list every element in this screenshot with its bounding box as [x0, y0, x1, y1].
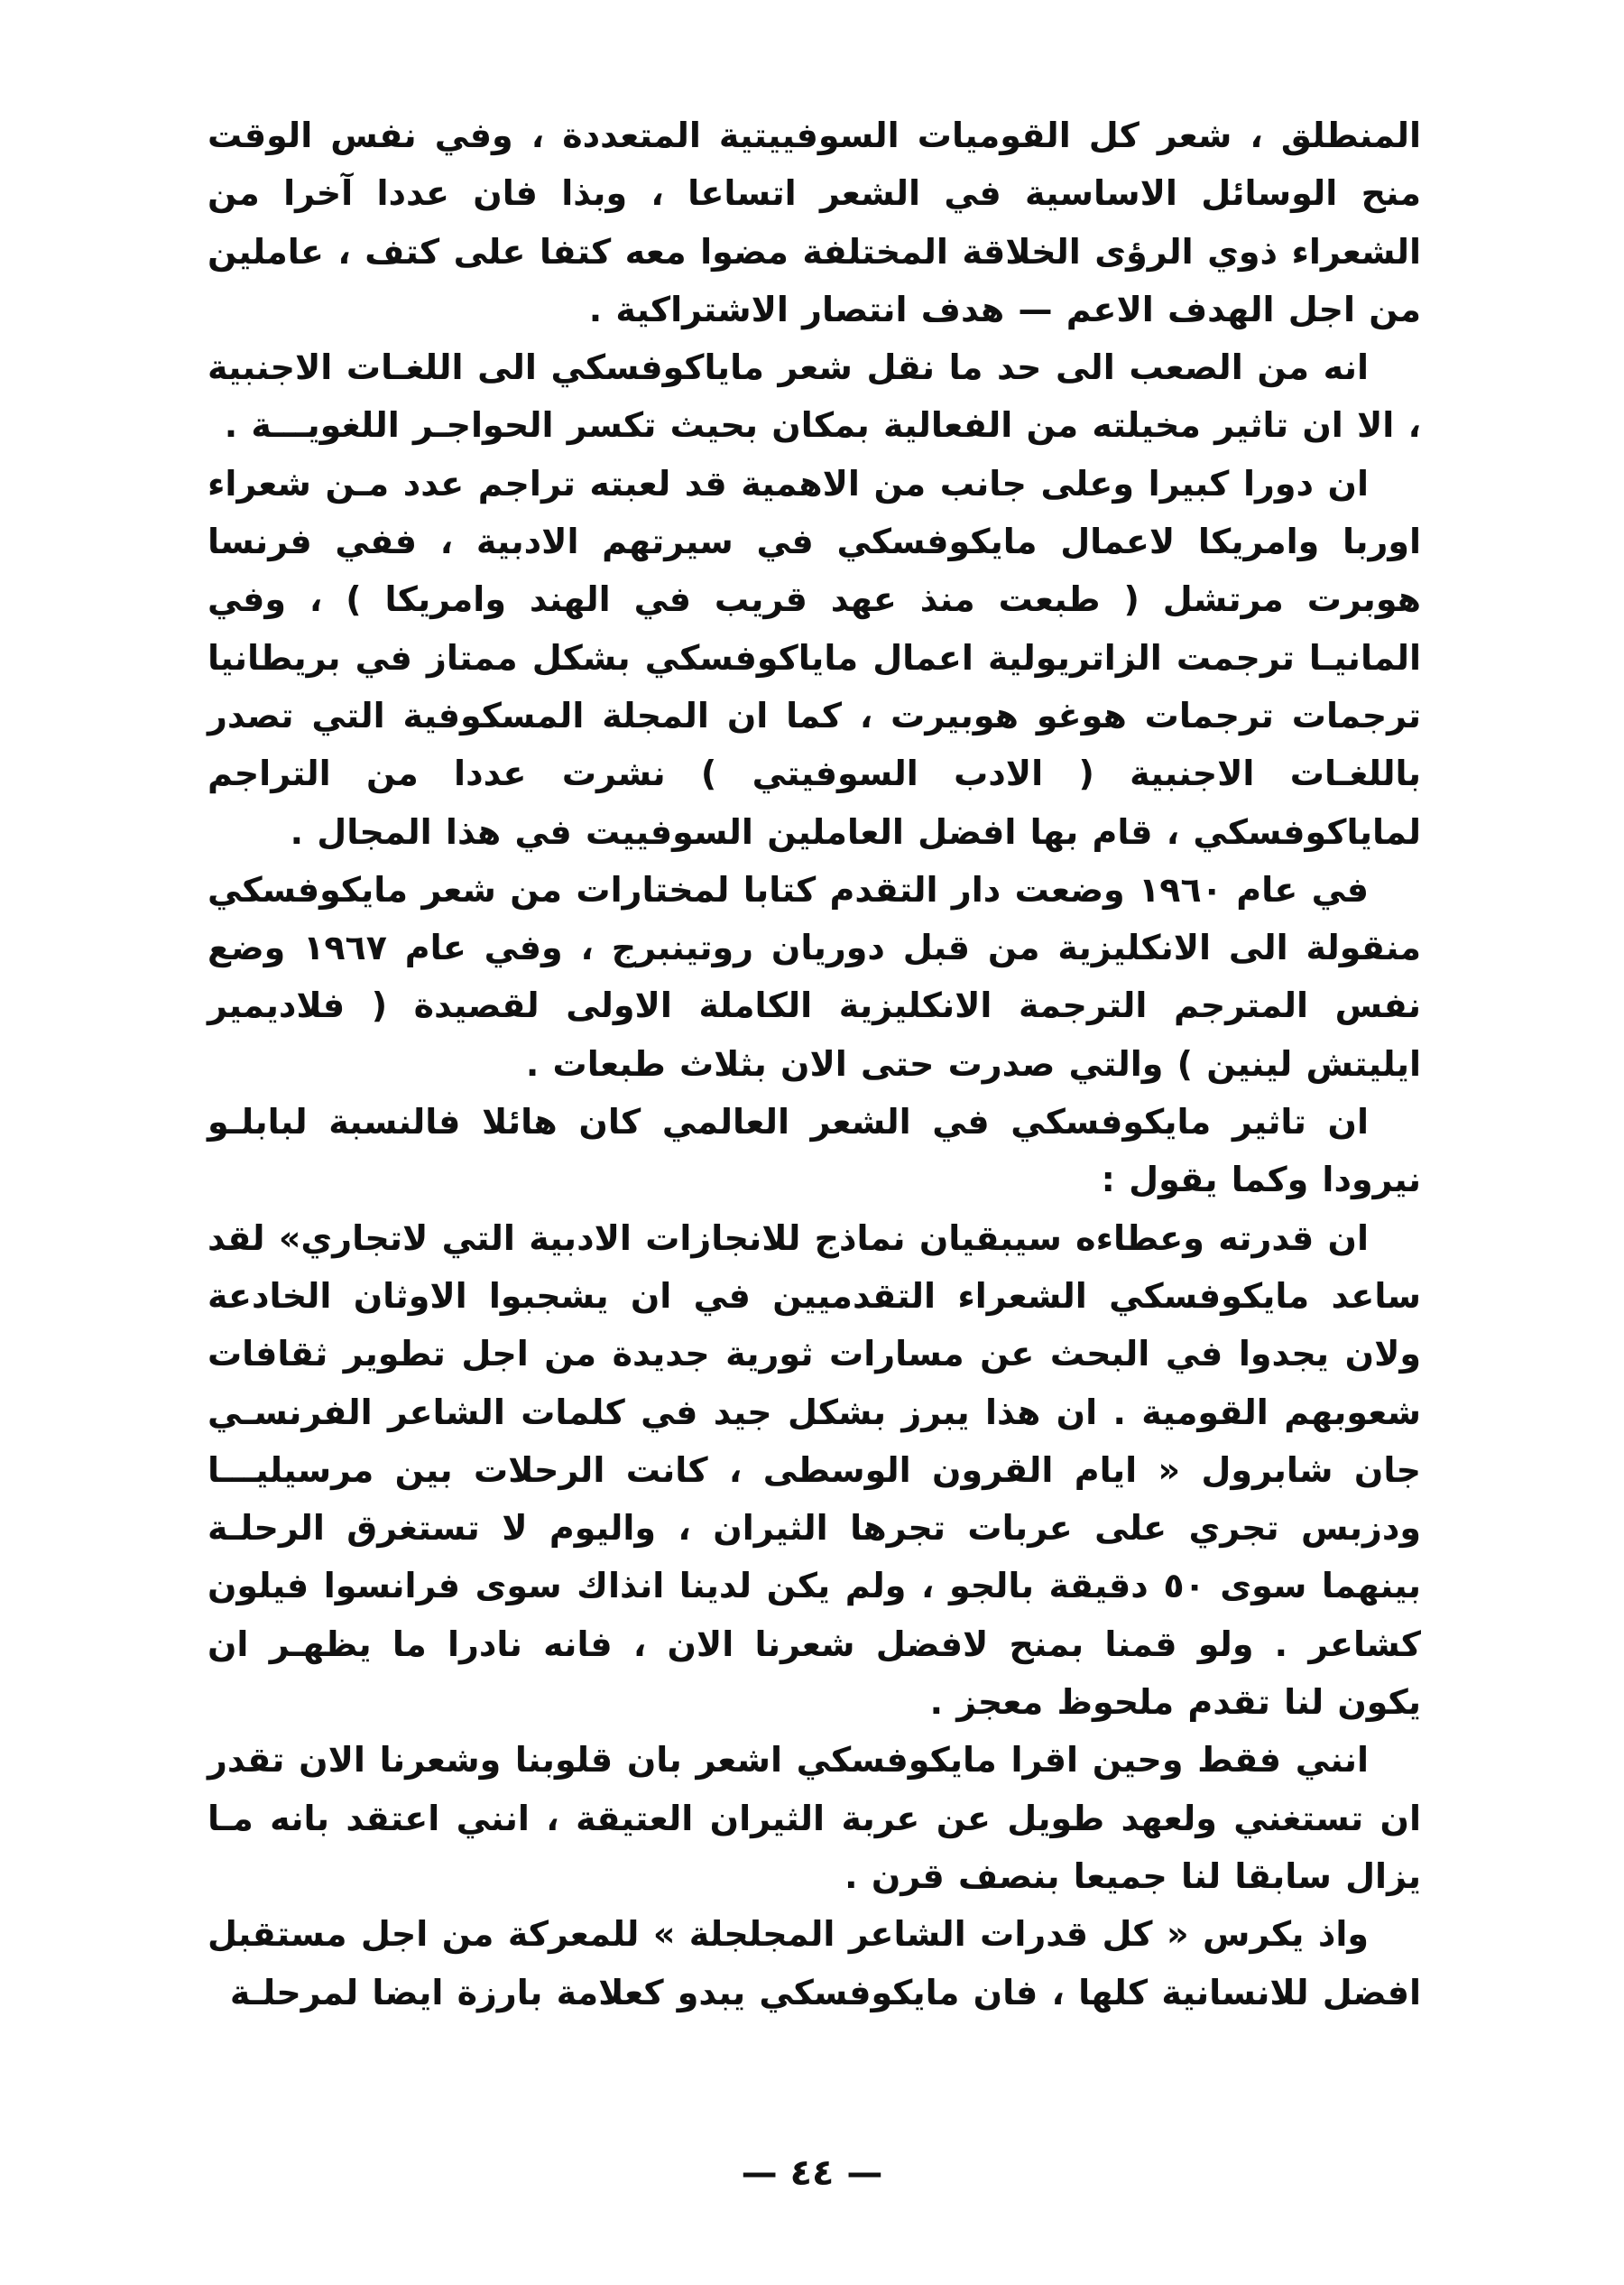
paragraph-1: المنطلق ، شعر كل القوميات السوفييتية المتعددة ، وفي نفس الوقت منح الوسائل الاساسية في الشعر اتساعا ، وبذا فان عددا آخرا من الشعراء ذوي الرؤى الخلاقة المختلفة مضوا معه كتفا على كتف ، عاملين من اجل الهدف الاعم — هدف انتصار الاشتراكية . [208, 116, 1421, 329]
page-number: — ٤٤ — [741, 2152, 883, 2194]
paragraph-6: ان قدرته وعطاءه سيبقيان نماذج للانجازات الادبية التي لاتجاري» لقد ساعد مايكوفسكي الشعراء التقدميين في ان يشجبوا الاوثان الخادعة ولان يجدوا في البحث عن مسارات ثورية جديدة من اجل تطوير ثقافات شعوبهم القومية . ان هذا يبرز بشكل جيد في كلمات الشاعر الفرنسـي جان شابرول « ايام القرون الوسطى ، كانت الرحلات بين مرسيليـــا ودزبس تجري على عربات تجرها الثيران ، واليوم لا تستغرق الرحلـة بينهما سوى ٥٠ دقيقة بالجو ، ولم يكن لدينا انذاك سوى فرانسوا فيلون كشاعر . ولو قمنا بمنح لافضل شعرنا الان ، فانه نادرا ما يظهـر ان يكون لنا تقدم ملحوظ معجز . [208, 1217, 1421, 1723]
paragraph-3: ان دورا كبيرا وعلى جانب من الاهمية قد لعبته تراجم عدد مـن شعراء اوربا وامريكا لاعمال مايكوفسكي في سيرتهم الادبية ، ففي فرنسا هوبرت مرتشل ( طبعت منذ عهد قريب في الهند وامريكا ) ، وفي المانيـا ترجمت الزاتريولية اعمال ماياكوفسكي بشكل ممتاز في بريطانيا ترجمات ترجمات هوغو هوبيرت ، كما ان المجلة المسكوفية التي تصدر باللغـات الاجنبية ( الادب السوفيتي ) نشرت عددا من التراجم لماياكوفسكي ، قام بها افضل العاملين السوفييت في هذا المجال . [208, 463, 1421, 852]
document-page [208, 106, 1421, 2164]
paragraph-8: واذ يكرس « كل قدرات الشاعر المجلجلة » للمعركة من اجل مستقبل افضل للانسانية كلها ، فان مايكوفسكي يبدو كعلامة بارزة ايضا لمرحلـة [208, 1914, 1421, 2012]
paragraph-2: انه من الصعب الى حد ما نقل شعر ماياكوفسكي الى اللغـات الاجنبية ، الا ان تاثير مخيلته من الفعالية بمكان بحيث تكسر الحواجـر اللغويـــة . [208, 347, 1421, 446]
paragraph-7: انني فقط وحين اقرا مايكوفسكي اشعر بان قلوبنا وشعرنا الان تقدر ان تستغني ولعهد طويل عن عربة الثيران العتيقة ، انني اعتقد بانه مـا يزال سابقا لنا جميعا بنصف قرن . [208, 1740, 1421, 1896]
paragraph-4: في عام ١٩٦٠ وضعت دار التقدم كتابا لمختارات من شعر مايكوفسكي منقولة الى الانكليزية من قبل دوريان روتينبرج ، وفي عام ١٩٦٧ وضع نفس المترجم الترجمة الانكليزية الكاملة الاولى لقصيدة ( فلاديمير ايليتش لينين ) والتي صدرت حتى الان بثلاث طبعات . [208, 869, 1421, 1084]
paragraph-5: ان تاثير مايكوفسكي في الشعر العالمي كان هائلا فالنسبة لبابلـو نيرودا وكما يقول : [208, 1102, 1421, 1200]
